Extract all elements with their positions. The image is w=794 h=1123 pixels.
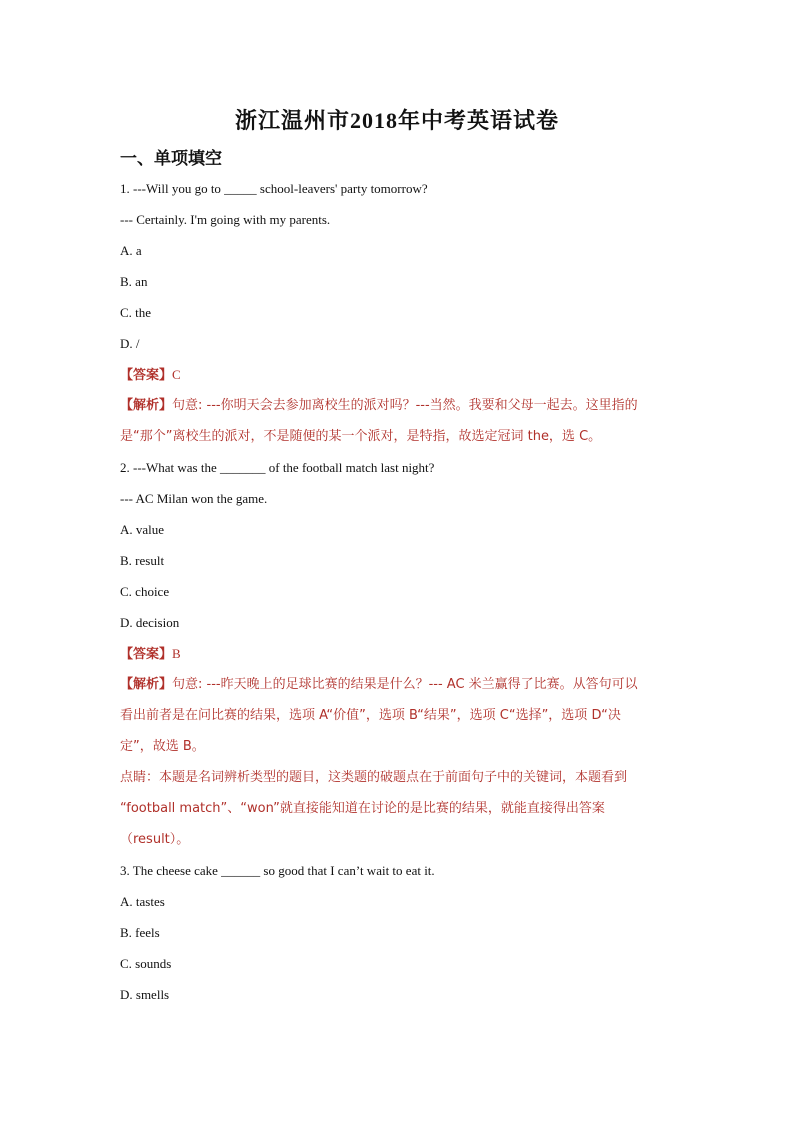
question-2-analysis-line-1 [120, 669, 680, 700]
answer-value: B [172, 646, 181, 661]
question-1-option-b: B. an [120, 274, 148, 289]
question-2-option-c: C. choice [120, 584, 170, 599]
section-heading: 一、单项填空 [120, 149, 222, 169]
question-1-option-c: C. the [120, 305, 152, 320]
question-1-option-d: D. / [120, 336, 140, 351]
question-1-analysis-line-1 [120, 390, 680, 421]
question-3-option-b: B. feels [120, 925, 160, 940]
question-1-answer [120, 359, 680, 390]
question-1-reply: --- Certainly. I'm going with my parents. [120, 212, 331, 227]
question-2-analysis-line-2: 看出前者是在问比赛的结果，选项 A“价值”，选项 B“结果”，选项 C“选择”，选项 D“决 [120, 708, 621, 723]
question-3-option-c: C. sounds [120, 956, 172, 971]
question-2-note-line-2: “football match”、“won”就直接能知道在讨论的是比赛的结果，就能直接得出答案 [120, 801, 605, 816]
question-2-reply: --- AC Milan won the game. [120, 491, 268, 506]
analysis-text: 句意: ---昨天晚上的足球比赛的结果是什么？--- AC 米兰赢得了比赛。从答句可以 [172, 677, 638, 692]
question-2-answer [120, 638, 680, 669]
question-2-note-line-1: 点睛：本题是名词辨析类型的题目，这类题的破题点在于前面句子中的关键词，本题看到 [120, 770, 628, 785]
question-3-option-a: A. tastes [120, 894, 165, 909]
question-2-option-a: A. value [120, 522, 165, 537]
question-1-stem: 1. ---Will you go to _____ school-leavers' party tomorrow? [120, 181, 428, 196]
question-1-option-a: A. a [120, 243, 142, 258]
analysis-tag: 【解析】 [120, 398, 173, 413]
question-1-analysis-line-2: 是“那个”离校生的派对，不是随便的某一个派对，是特指，故选定冠词 the，选 C。 [120, 429, 602, 444]
question-2-note-line-3: （result）。 [120, 832, 190, 847]
analysis-text: 句意: ---你明天会去参加离校生的派对吗？---当然。我要和父母一起去。这里指的 [172, 398, 638, 413]
question-3-stem: 3. The cheese cake ______ so good that I can’t wait to eat it. [120, 863, 435, 878]
question-2-analysis-line-3: 定”，故选 B。 [120, 739, 205, 754]
page-title: 浙江温州市2018年中考英语试卷 [234, 108, 559, 133]
question-list [120, 173, 680, 1010]
question-2-option-b: B. result [120, 553, 165, 568]
answer-value: C [172, 367, 181, 382]
question-2-option-d: D. decision [120, 615, 180, 630]
question-2-stem: 2. ---What was the _______ of the football match last night? [120, 460, 435, 475]
answer-tag: 【答案】 [120, 368, 173, 383]
analysis-tag: 【解析】 [120, 677, 173, 692]
answer-tag: 【答案】 [120, 647, 173, 662]
question-3-option-d: D. smells [120, 987, 170, 1002]
